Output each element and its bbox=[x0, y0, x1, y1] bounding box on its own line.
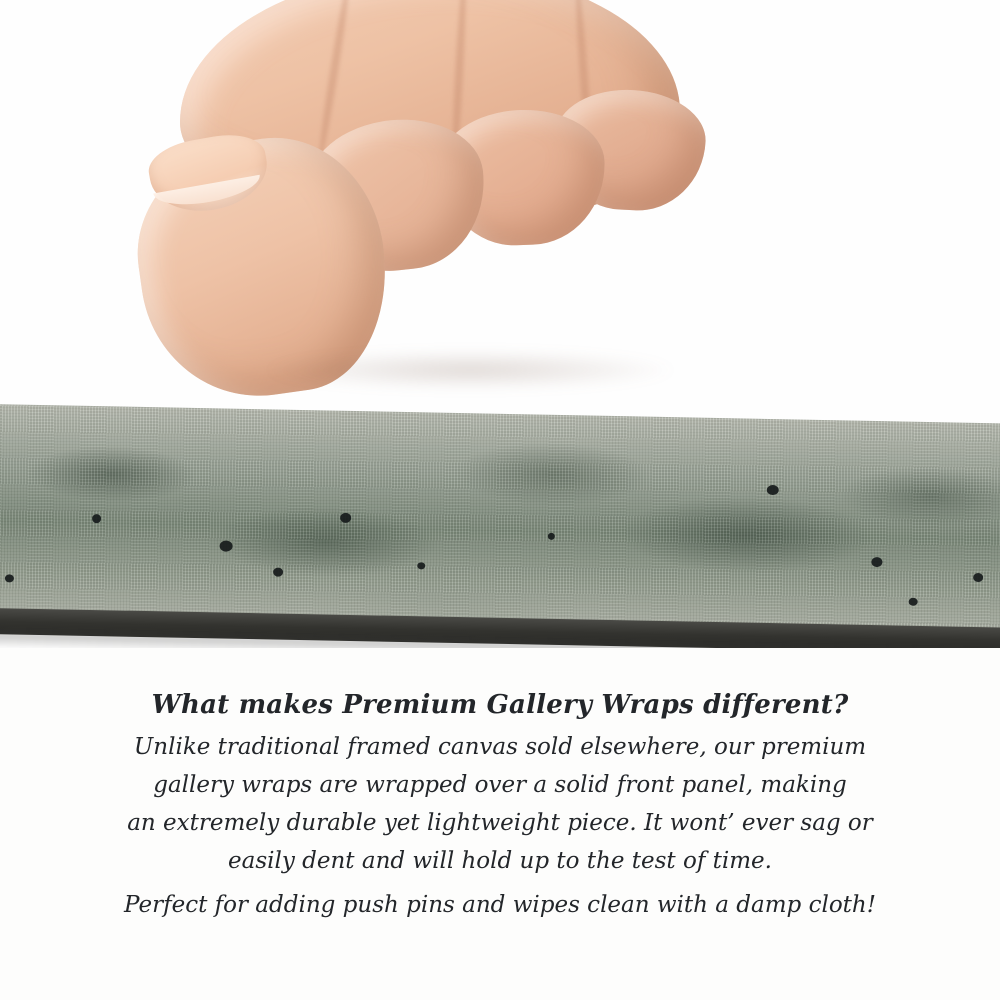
caption-line-3: an extremely durable yet lightweight piece. It wont’ ever sag or bbox=[127, 810, 873, 836]
hand-illustration bbox=[140, 0, 700, 440]
canvas-edge-slab bbox=[0, 404, 1000, 648]
caption-line-2: gallery wraps are wrapped over a solid front panel, making bbox=[153, 772, 847, 798]
canvas-speck bbox=[5, 574, 14, 582]
caption-line-4: easily dent and will hold up to the test of time. bbox=[228, 848, 772, 874]
caption-block bbox=[0, 690, 1000, 924]
canvas-weave-texture bbox=[0, 404, 1000, 636]
caption-line-5: Perfect for adding push pins and wipes clean with a damp cloth! bbox=[124, 892, 876, 918]
hand-shadow bbox=[260, 350, 680, 390]
caption-line-1: Unlike traditional framed canvas sold elsewhere, our premium bbox=[133, 734, 867, 760]
canvas-speck bbox=[909, 598, 918, 606]
canvas-surface bbox=[0, 404, 1000, 636]
canvas-speck bbox=[767, 485, 779, 495]
caption-heading: What makes Premium Gallery Wraps different? bbox=[151, 690, 849, 720]
canvas-speck bbox=[417, 562, 425, 569]
canvas-speck bbox=[273, 567, 283, 576]
